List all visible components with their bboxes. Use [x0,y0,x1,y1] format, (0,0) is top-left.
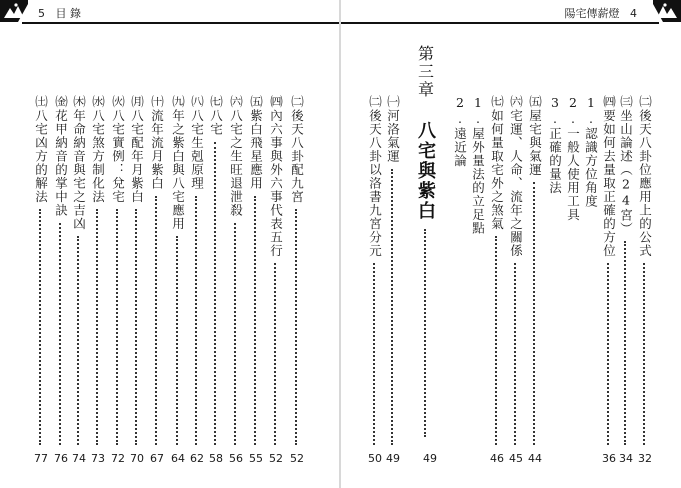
toc-entry[interactable] [91,95,104,451]
toc-page-number: 34 [619,452,633,465]
toc-entry-number: ㈣ [601,95,617,109]
toc-page-number: 52 [269,452,283,465]
toc-entry-title: 紫白飛星應用 [248,108,264,190]
toc-entry-number: 1. [583,95,599,127]
left-corner-ornament [0,0,28,24]
toc-leader-dots [643,263,645,445]
toc-page-number: 74 [72,452,86,465]
left-header-rule [22,22,340,24]
toc-entry-title: 如何量取宅外之煞氣 [489,108,505,230]
right-corner-ornament [653,0,681,24]
toc-page-number: 55 [249,452,263,465]
toc-entry[interactable] [229,95,242,451]
toc-entry[interactable] [490,95,503,451]
toc-entry[interactable] [72,95,85,451]
toc-entry-number: 2. [452,95,468,127]
toc-entry[interactable] [584,95,597,451]
toc-leader-dots [155,196,157,446]
left-page-number: 5 [38,7,45,20]
toc-entry-number: ㈣ [268,95,284,109]
toc-entry[interactable] [171,95,184,451]
chapter-toc-entry[interactable] [368,95,381,451]
toc-leader-dots [624,241,626,445]
toc-entry-title: 後天八卦配九宮 [289,108,305,203]
toc-entry-title: 坐山論述（24宮） [618,108,634,235]
chapter-page-number: 49 [423,452,437,465]
toc-leader-dots [514,263,516,445]
toc-entry[interactable] [566,95,579,451]
left-page [0,0,340,488]
toc-entry-number: ㈠ [385,95,401,109]
toc-page-number: 77 [34,452,48,465]
chapter-title: 八宅與紫白 [415,121,436,221]
toc-entry[interactable] [509,95,522,451]
toc-leader-dots [391,169,393,446]
toc-page-number: 64 [171,452,185,465]
toc-page-number: 76 [54,452,68,465]
toc-entry-title: 遠近論 [452,127,468,168]
toc-page-number: 36 [602,452,616,465]
toc-leader-dots [254,196,256,446]
right-running-title: 陽宅傳薪燈 [564,7,620,20]
toc-entry[interactable] [209,95,222,451]
toc-page-number: 46 [490,452,504,465]
toc-entry[interactable] [54,95,67,451]
toc-entry-title: 後天八卦位應用上的公式 [637,108,653,257]
toc-entry[interactable] [249,95,262,451]
toc-entry-number: ㈡ [367,95,383,109]
toc-leader-dots [495,236,497,445]
toc-entry-title: 年命納音與宅之吉凶 [71,108,87,230]
toc-entry[interactable] [150,95,163,451]
chapter-leader-dots [424,229,426,437]
toc-entry-number: ㈮ [53,95,69,109]
toc-entry-number: 1. [470,95,486,127]
chapter-heading [412,45,438,445]
toc-leader-dots [135,209,137,445]
toc-entry-number: 3. [547,95,563,127]
toc-leader-dots [533,182,535,445]
toc-entry-title: 八宅生剋原理 [189,108,205,190]
right-page [341,0,681,488]
toc-leader-dots [295,209,297,445]
toc-page-number: 73 [91,452,105,465]
toc-entry-title: 流年流月紫白 [149,108,165,190]
toc-entry-number: ㈬ [90,95,106,109]
toc-entry[interactable] [290,95,303,451]
toc-page-number: 56 [229,452,243,465]
toc-entry-title: 八宅煞方制化法 [90,108,106,203]
toc-entry-number: ㈤ [248,95,264,109]
toc-leader-dots [39,209,41,445]
toc-entry-number: ㈤ [527,95,543,109]
toc-entry[interactable] [269,95,282,451]
toc-entry-number: ㈦ [489,95,505,109]
toc-entry-title: 八宅之生旺退泄殺 [228,108,244,217]
toc-entry-title: 屋宅與氣運 [527,108,543,176]
toc-entry-number: ㈡ [637,95,653,109]
toc-entry-title: 八宅實例：兌宅 [110,108,126,203]
toc-entry-number: ㈯ [33,95,49,109]
toc-entry-title: 正確的量法 [547,127,563,195]
toc-entry[interactable] [602,95,615,451]
toc-entry-title: 後天八卦以洛書九宮分元 [367,108,383,257]
toc-entry-number: ㈨ [170,95,186,109]
toc-page-number: 70 [130,452,144,465]
toc-entry-title: 八宅凶方的解法 [33,108,49,203]
toc-entry[interactable] [34,95,47,451]
right-running-head [565,5,638,21]
toc-page-number: 49 [386,452,400,465]
toc-entry[interactable] [130,95,143,451]
toc-page-number: 72 [111,452,125,465]
toc-entry[interactable] [190,95,203,451]
toc-leader-dots [274,263,276,445]
toc-entry[interactable] [638,95,651,451]
right-header-rule [341,22,659,24]
toc-page-number: 44 [528,452,542,465]
toc-page-number: 32 [638,452,652,465]
toc-entry-title: 河洛氣運 [385,108,401,163]
chapter-label: 第三章 [415,45,435,99]
toc-leader-dots [214,142,216,446]
toc-entry-title: 認識方位角度 [583,127,599,208]
toc-entry-title: 一般人使用工具 [565,127,581,222]
toc-entry[interactable] [111,95,124,451]
left-running-title: 目 錄 [55,7,81,20]
toc-page-number: 67 [150,452,164,465]
toc-page-number: 45 [509,452,523,465]
toc-page-number: 50 [368,452,382,465]
toc-entry-number: ㈫ [110,95,126,109]
toc-leader-dots [59,223,61,446]
toc-entry-number: ㈥ [508,95,524,109]
toc-entry-title: 年之紫白與八宅應用 [170,108,186,230]
toc-entry-number: ㈡ [289,95,305,109]
toc-entry-number: ㈭ [71,95,87,109]
chapter-toc-entry[interactable] [386,95,399,451]
toc-entry[interactable] [471,95,484,451]
toc-entry-title: 八宅 [208,108,224,136]
toc-page-number: 58 [209,452,223,465]
toc-leader-dots [116,209,118,445]
toc-entry[interactable] [619,95,632,451]
toc-entry-number: ㈩ [149,95,165,109]
toc-leader-dots [176,236,178,445]
toc-leader-dots [373,263,375,445]
toc-entry[interactable] [528,95,541,451]
toc-entry-number: ㈧ [189,95,205,109]
left-running-head [38,5,81,21]
toc-entry-number: ㈪ [129,95,145,109]
toc-leader-dots [234,223,236,446]
toc-page-number: 62 [190,452,204,465]
toc-entry-title: 要如何去量取正確的方位 [601,108,617,257]
toc-leader-dots [195,196,197,446]
toc-entry-title: 花甲納音的掌中訣 [53,108,69,217]
toc-entry-number: ㈥ [228,95,244,109]
toc-entry-title: 八宅配年月紫白 [129,108,145,203]
toc-entry-title: 內六事與外六事代表五行 [268,108,284,257]
toc-entry[interactable] [548,95,561,451]
toc-entry-number: 2. [565,95,581,127]
toc-leader-dots [77,236,79,445]
right-page-number: 4 [630,7,637,20]
toc-leader-dots [607,263,609,445]
toc-leader-dots [96,209,98,445]
toc-entry-number: ㈢ [618,95,634,109]
toc-entry-title: 屋外量法的立足點 [470,127,486,235]
toc-entry-number: ㈦ [208,95,224,109]
toc-entry[interactable] [453,95,466,451]
toc-page-number: 52 [290,452,304,465]
toc-entry-title: 宅運、人命、流年之關係 [508,108,524,257]
